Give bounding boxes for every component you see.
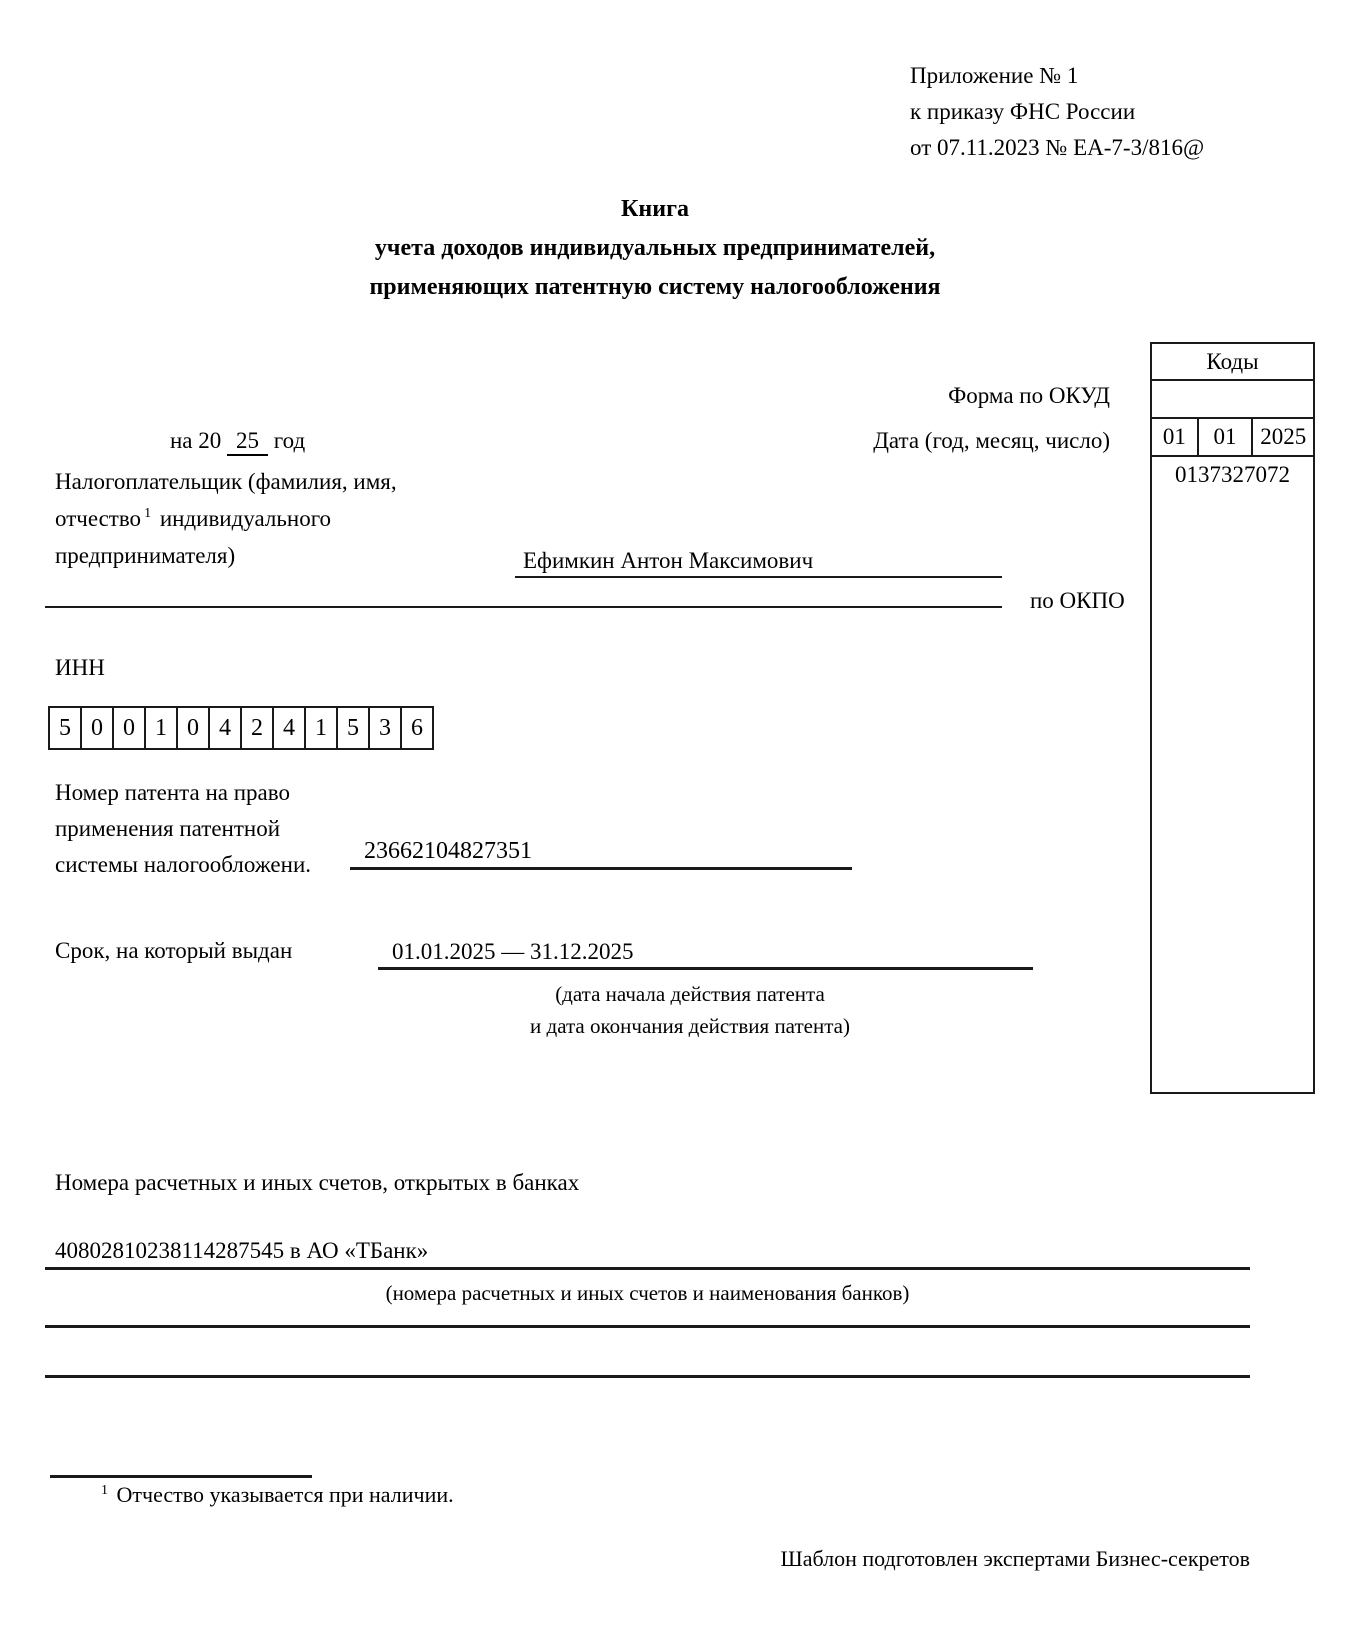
accounts-label: Номера расчетных и иных счетов, открытых в банках — [55, 1170, 580, 1195]
title-line-1: Книга — [621, 196, 689, 222]
footnote — [98, 1482, 454, 1508]
year-value: 25 — [227, 428, 268, 456]
inn-digit-cell: 2 — [240, 706, 274, 750]
title-line-2: учета доходов индивидуальных предпринимателей, — [374, 235, 936, 261]
taxpayer-label-line-2: отчество $^1$ индивидуального — [55, 506, 332, 531]
inn-digit-cell: 1 — [304, 706, 338, 750]
date-code-cell-month: 01 — [1199, 419, 1254, 455]
appendix-line-2: к приказу ФНС России — [910, 99, 1136, 124]
patent-number-value: 23662104827351 — [364, 838, 532, 864]
footnote-mark: 1 — [101, 1482, 108, 1498]
inn-digit-cell: 5 — [48, 706, 82, 750]
footer-credit: Шаблон подготовлен экспертами Бизнес-секретов — [780, 1546, 1250, 1571]
footnote-text: Отчество указывается при наличии. — [116, 1482, 454, 1507]
year-prefix: на 20 — [170, 428, 222, 453]
inn-digit-cell: 1 — [144, 706, 178, 750]
okpo-label: по ОКПО — [1030, 588, 1125, 613]
inn-digit-boxes — [48, 706, 434, 750]
inn-digit-cell: 6 — [400, 706, 434, 750]
codes-box — [1150, 342, 1315, 1094]
patent-number-label — [55, 775, 375, 883]
appendix-header — [910, 58, 1204, 166]
inn-label: ИНН — [55, 655, 105, 680]
taxpayer-name-field — [515, 542, 1002, 578]
inn-digit-cell: 5 — [336, 706, 370, 750]
inn-digit-cell: 3 — [368, 706, 402, 750]
inn-digit-cell: 0 — [112, 706, 146, 750]
term-caption — [340, 978, 1040, 1042]
patent-label-line-3: системы налогообложени. — [55, 852, 311, 877]
date-code-cell-year: 2025 — [1260, 424, 1307, 449]
footnote-ref-mark: 1 — [144, 506, 152, 522]
title-line-3: применяющих патентную систему налогообложения — [369, 274, 941, 300]
inn-digit-cell: 4 — [208, 706, 242, 750]
term-field — [378, 938, 1033, 970]
accounts-blank-line — [45, 1296, 1250, 1328]
term-caption-line-1: (дата начала действия патента — [555, 982, 825, 1006]
inn-digit-cell: 4 — [272, 706, 306, 750]
date-code-cell-day: 01 — [1152, 419, 1199, 455]
date-label: Дата (год, месяц, число) — [873, 428, 1110, 453]
taxpayer-label — [55, 463, 495, 574]
taxpayer-label-line-1: Налогоплательщик (фамилия, имя, — [55, 469, 397, 494]
document-title — [50, 190, 1260, 307]
taxpayer-name-value: Ефимкин Антон Максимович — [523, 548, 814, 573]
taxpayer-name-extra-line — [45, 575, 1002, 608]
patent-label-line-1: Номер патента на право — [55, 780, 290, 805]
patent-number-field — [350, 838, 852, 870]
okud-code-cell — [1152, 381, 1313, 419]
accounts-caption: (номера расчетных и иных счетов и наименования банков) — [385, 1281, 910, 1305]
okpo-code-cell: 0137327072 — [1175, 462, 1290, 487]
patent-label-line-2: применения патентной — [55, 816, 281, 841]
year-line — [170, 428, 305, 456]
inn-digit-cell: 0 — [176, 706, 210, 750]
inn-digit-cell: 0 — [80, 706, 114, 750]
accounts-value: 40802810238114287545 в АО «ТБанк» — [55, 1238, 429, 1263]
appendix-line-1: Приложение № 1 — [910, 63, 1079, 88]
footnote-separator — [50, 1475, 312, 1478]
appendix-line-3: от 07.11.2023 № ЕА-7-3/816@ — [910, 135, 1205, 160]
date-code-row — [1152, 419, 1313, 457]
codes-box-header: Коды — [1152, 344, 1313, 381]
okud-label: Форма по ОКУД — [948, 383, 1110, 408]
term-label: Срок, на который выдан — [55, 938, 293, 963]
term-value: 01.01.2025 — 31.12.2025 — [392, 939, 634, 964]
term-caption-line-2: и дата окончания действия патента) — [530, 1014, 850, 1038]
year-suffix: год — [273, 428, 306, 453]
taxpayer-label-line-3: предпринимателя) — [55, 543, 236, 568]
accounts-field — [45, 1234, 1250, 1270]
accounts-blank-line — [45, 1346, 1250, 1378]
